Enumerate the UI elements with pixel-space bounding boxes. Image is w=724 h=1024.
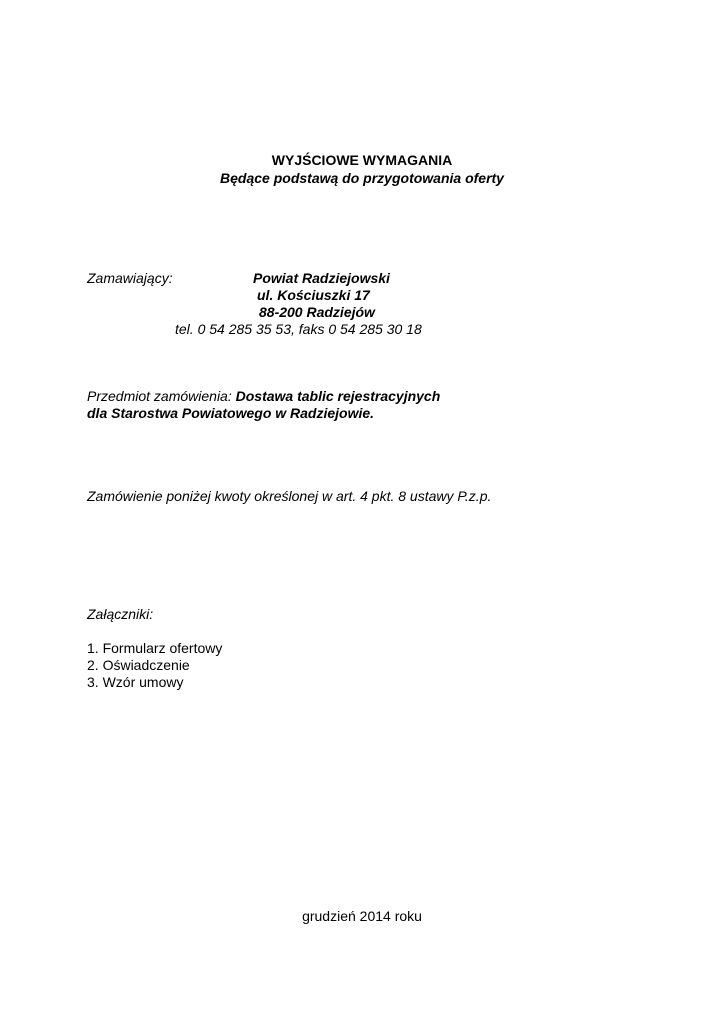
ordering-party-name: Powiat Radziejowski	[253, 270, 390, 286]
subject-line-1	[87, 388, 440, 405]
ordering-party-city: 88-200 Radziejów	[259, 304, 375, 320]
attachment-item: 2. Oświadczenie	[87, 657, 190, 673]
subject-text-line-1: Dostawa tablic rejestracyjnych	[235, 388, 441, 404]
attachments-label: Załączniki:	[87, 606, 154, 622]
ordering-party-contact: tel. 0 54 285 35 53, faks 0 54 285 30 18	[175, 321, 422, 337]
ordering-party-label: Zamawiający:	[87, 270, 173, 286]
document-title: WYJŚCIOWE WYMAGANIA	[271, 152, 453, 168]
ordering-party-street: ul. Kościuszki 17	[257, 287, 370, 303]
attachment-item: 1. Formularz ofertowy	[87, 640, 223, 656]
subject-text-line-2: dla Starostwa Powiatowego w Radziejowie.	[87, 405, 375, 421]
attachment-item: 3. Wzór umowy	[87, 674, 184, 690]
document-subtitle: Będące podstawą do przygotowania oferty	[220, 170, 504, 186]
subject-label: Przedmiot zamówienia:	[87, 388, 232, 404]
threshold-note: Zamówienie poniżej kwoty określonej w art. 4 pkt. 8 ustawy P.z.p.	[87, 488, 492, 504]
footer-date: grudzień 2014 roku	[302, 908, 422, 924]
